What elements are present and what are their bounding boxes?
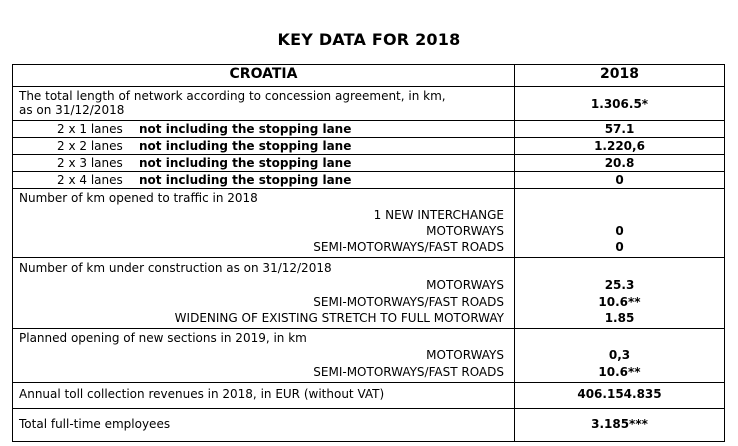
employees-label: Total full-time employees: [19, 417, 171, 431]
column-divider: [514, 65, 515, 441]
revenues-label: Annual toll collection revenues in 2018, in EUR (without VAT): [19, 387, 385, 401]
table-header-row: [13, 65, 724, 87]
planned-item-label: SEMI-MOTORWAYS/FAST ROADS: [313, 365, 504, 379]
planned-section: [13, 329, 724, 383]
revenues-value: 406.154.835: [577, 387, 662, 401]
planned-item-value: 10.6**: [598, 365, 641, 379]
lane-type: 2 x 4 lanes: [57, 173, 123, 187]
opened-item-label: 1 NEW INTERCHANGE: [373, 208, 504, 222]
opened-item-label: SEMI-MOTORWAYS/FAST ROADS: [313, 240, 504, 254]
construction-item-label: WIDENING OF EXISTING STRETCH TO FULL MOTORWAY: [174, 311, 504, 325]
opened-section: [13, 189, 724, 258]
network-label-line2: as on 31/12/2018: [19, 103, 125, 117]
lane-value: 20.8: [604, 156, 635, 170]
lane-note: not including the stopping lane: [139, 156, 352, 170]
lane-note: not including the stopping lane: [139, 173, 352, 187]
revenues-row: [13, 383, 724, 409]
document-title: KEY DATA FOR 2018: [277, 30, 461, 49]
network-value: 1.306.5*: [590, 97, 649, 111]
construction-item-value: 1.85: [604, 311, 635, 325]
construction-label: Number of km under construction as on 31/12/2018: [19, 261, 332, 275]
header-year: 2018: [600, 66, 639, 82]
table-row: [13, 155, 724, 172]
lane-type: 2 x 2 lanes: [57, 139, 123, 153]
lane-type: 2 x 1 lanes: [57, 122, 123, 136]
employees-row: [13, 409, 724, 440]
lane-value: 0: [615, 173, 624, 187]
planned-label: Planned opening of new sections in 2019, in km: [19, 331, 307, 345]
lane-note: not including the stopping lane: [139, 122, 352, 136]
opened-item-value: 0: [615, 240, 624, 254]
planned-item-label: MOTORWAYS: [426, 348, 504, 362]
opened-item-value: 0: [615, 224, 624, 238]
opened-label: Number of km opened to traffic in 2018: [19, 191, 258, 205]
construction-item-label: SEMI-MOTORWAYS/FAST ROADS: [313, 295, 504, 309]
key-data-table: [12, 64, 725, 442]
construction-section: [13, 258, 724, 329]
lane-type: 2 x 3 lanes: [57, 156, 123, 170]
employees-value: 3.185***: [591, 417, 648, 431]
network-length-row: [13, 87, 724, 121]
planned-item-value: 0,3: [608, 348, 631, 362]
lane-note: not including the stopping lane: [139, 139, 352, 153]
construction-item-label: MOTORWAYS: [426, 278, 504, 292]
construction-item-value: 25.3: [604, 278, 635, 292]
lane-value: 1.220,6: [594, 139, 645, 153]
opened-item-label: MOTORWAYS: [426, 224, 504, 238]
table-row: [13, 121, 724, 138]
table-row: [13, 138, 724, 155]
table-row: [13, 172, 724, 189]
network-label-line1: The total length of network according to concession agreement, in km,: [19, 89, 446, 103]
lane-value: 57.1: [604, 122, 635, 136]
header-croatia: CROATIA: [229, 66, 298, 82]
construction-item-value: 10.6**: [598, 295, 641, 309]
